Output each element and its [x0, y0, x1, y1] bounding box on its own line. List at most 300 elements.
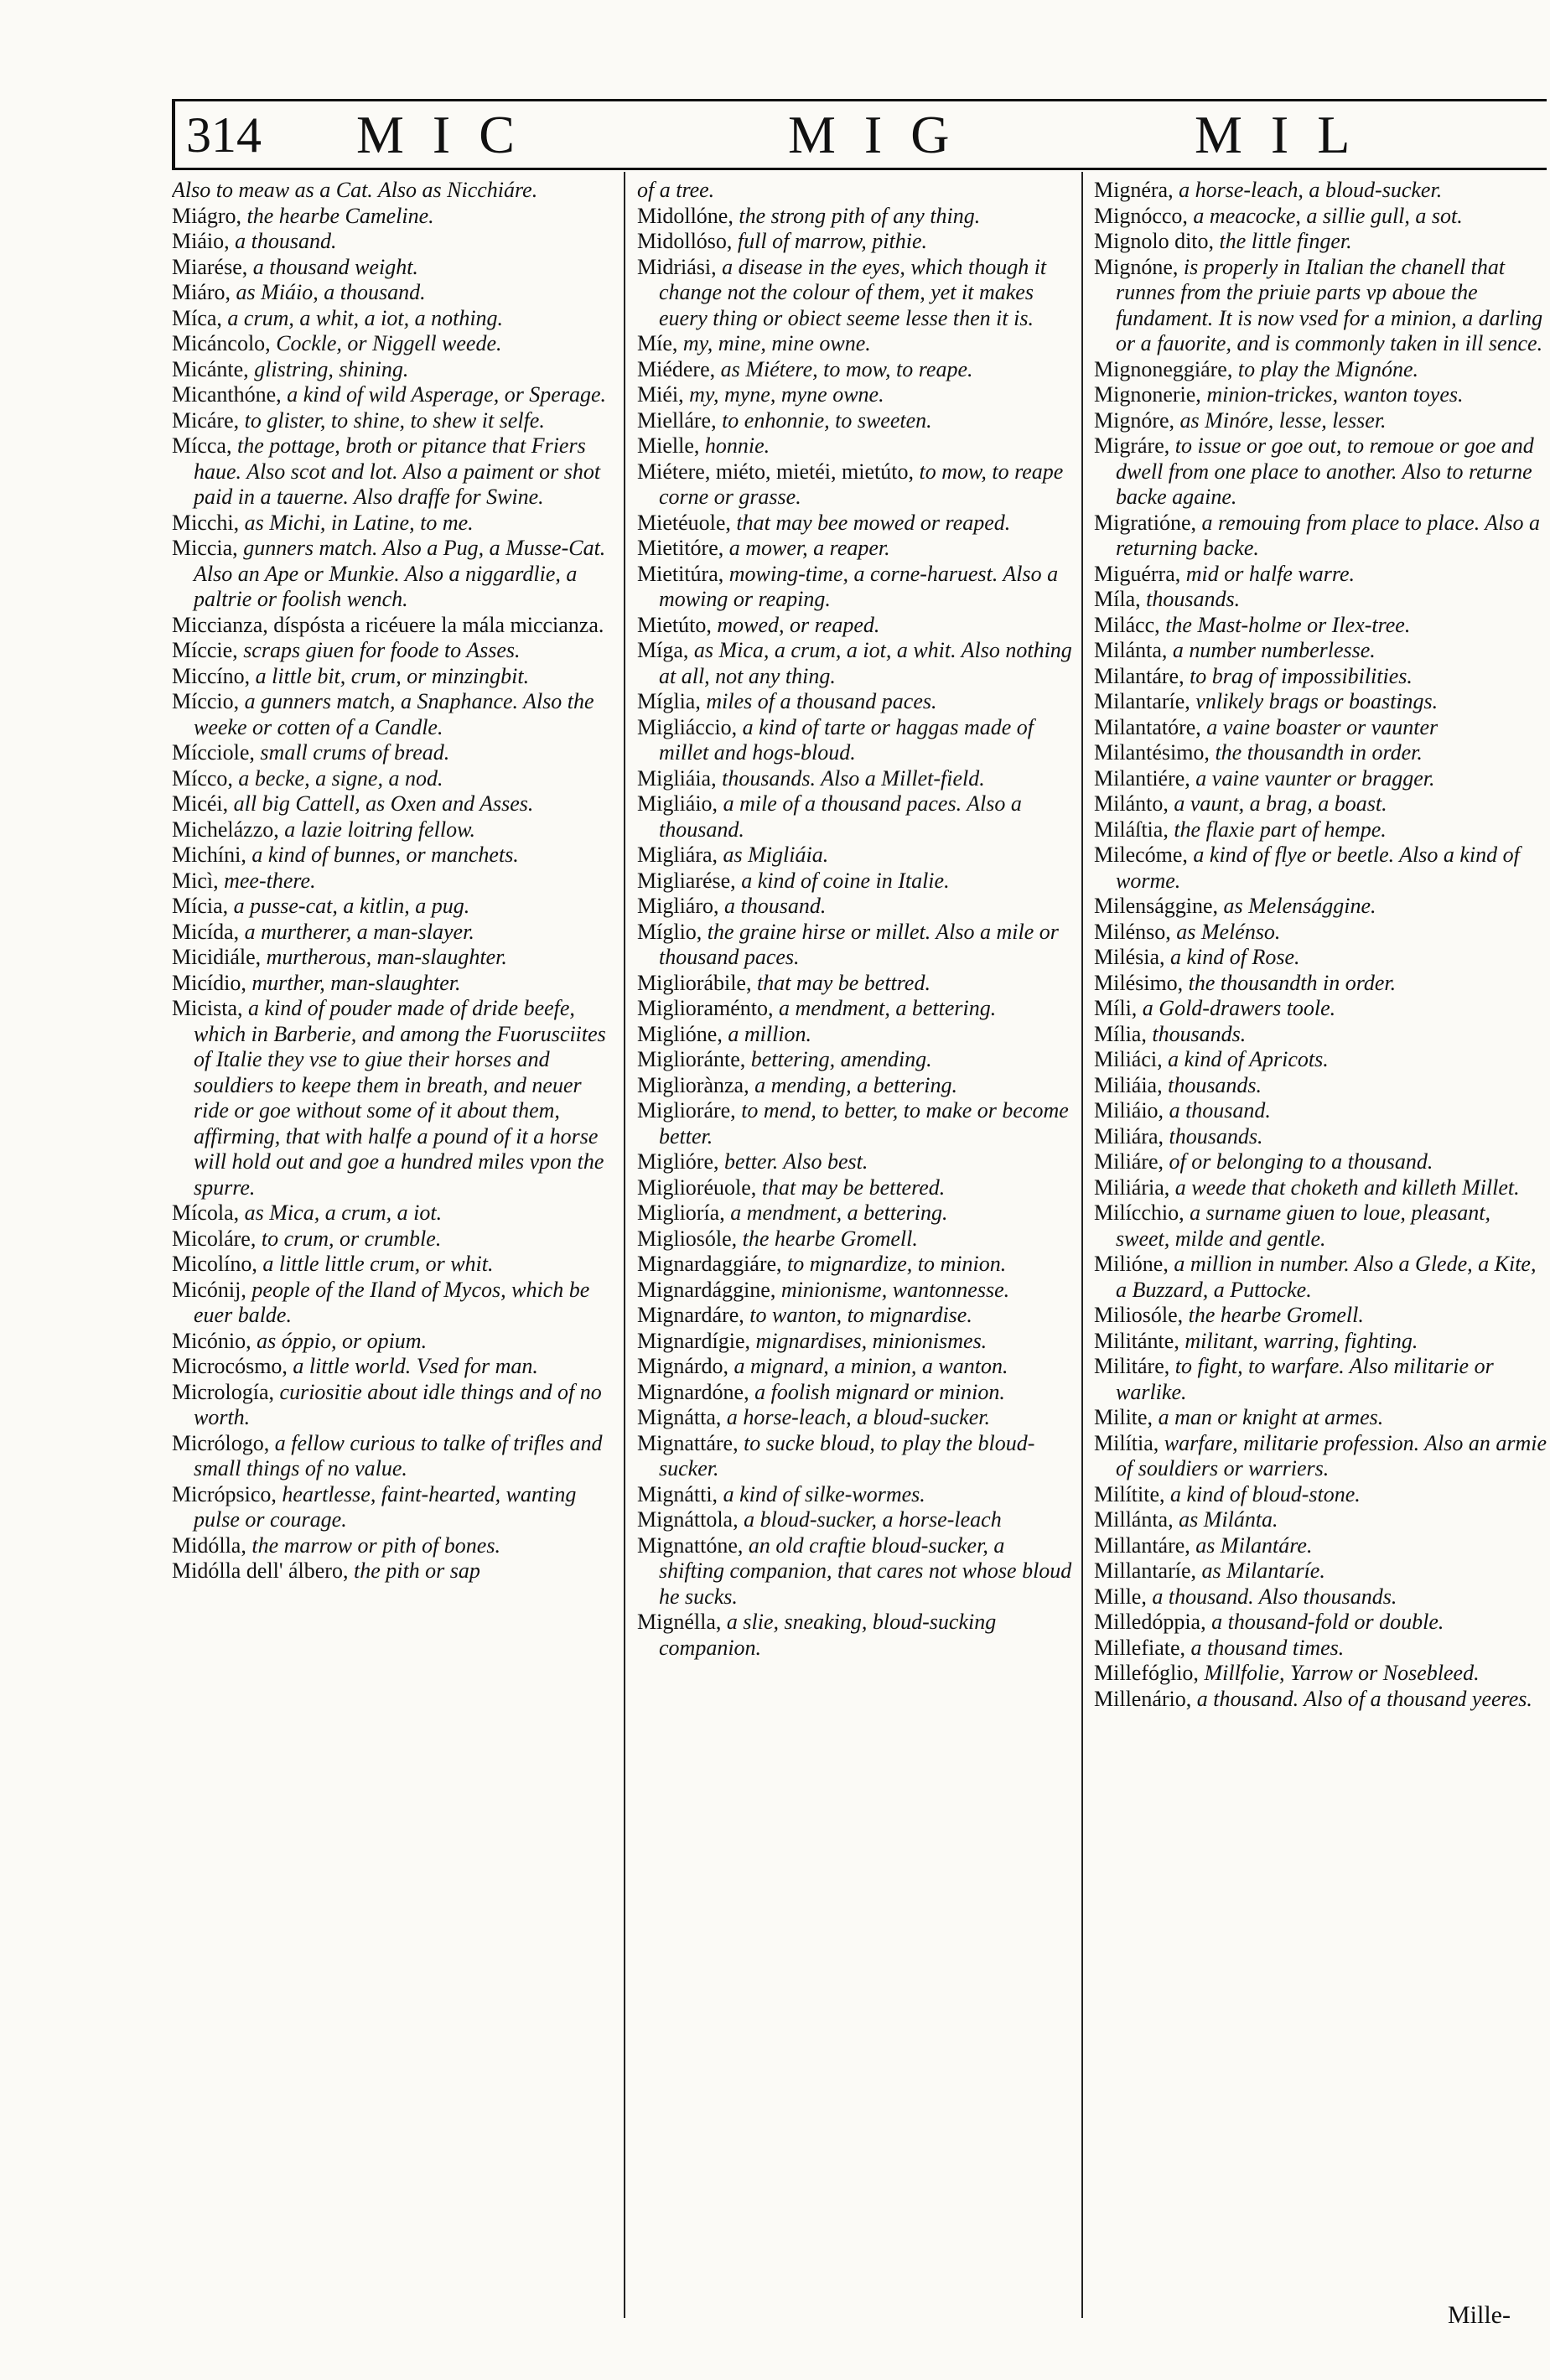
header-side-bar [172, 99, 175, 170]
dictionary-entry [637, 715, 1073, 766]
dictionary-entry [1094, 433, 1547, 511]
entry-definition: as Melensággine. [1223, 894, 1376, 918]
entry-headword: Migliosóle, [637, 1226, 738, 1251]
entry-definition: a mendment, a bettering. [778, 996, 997, 1020]
dictionary-entry [172, 331, 616, 357]
dictionary-entry [1094, 1610, 1547, 1636]
dictionary-entry [637, 791, 1073, 843]
dictionary-entry [1094, 843, 1547, 894]
entry-headword: Micónij, [172, 1277, 246, 1302]
entry-definition: Also to meaw as a Cat. Also as Nicchiáre. [172, 178, 538, 202]
entry-definition: Cockle, or Niggell weede. [276, 331, 502, 355]
entry-headword: Miláſtia, [1094, 817, 1169, 842]
entry-headword: Mícciole, [172, 740, 255, 765]
dictionary-entry [172, 1380, 616, 1431]
entry-definition: to fight, to warfare. Also militarie or warlike. [1116, 1354, 1494, 1404]
dictionary-entry [637, 1200, 1073, 1226]
entry-definition: to brag of impossibilities. [1190, 663, 1413, 688]
dictionary-entry [637, 920, 1073, 971]
entry-headword: Mignóre, [1094, 407, 1175, 433]
entry-definition: thousands. [1146, 587, 1241, 611]
entry-headword: Micrología, [172, 1379, 275, 1404]
entry-definition: thousands. [1152, 1021, 1247, 1046]
dictionary-entry [637, 459, 1073, 511]
dictionary-entry [1094, 1303, 1547, 1329]
dictionary-entry [172, 613, 616, 639]
dictionary-entry [172, 1354, 616, 1380]
entry-definition: a Gold-drawers toole. [1142, 996, 1336, 1020]
entry-headword: Micoláre, [172, 1226, 257, 1251]
entry-headword: Micì, [172, 868, 219, 893]
entry-definition: the little finger. [1219, 229, 1352, 253]
dictionary-entry [1094, 1175, 1547, 1201]
dictionary-entry [637, 1482, 1073, 1508]
dictionary-entry [1094, 1507, 1547, 1533]
entry-headword: Miglióre, [637, 1149, 719, 1174]
dictionary-entry [637, 536, 1073, 562]
entry-headword: Mignonerie, [1094, 382, 1201, 407]
entry-definition: a weede that choketh and killeth Millet. [1174, 1174, 1520, 1200]
entry-headword: Millánta, [1094, 1507, 1174, 1532]
entry-headword: Mignáttola, [637, 1507, 739, 1532]
dictionary-entry [1094, 791, 1547, 817]
dictionary-entry [172, 382, 616, 408]
entry-headword: Micónio, [172, 1328, 251, 1353]
entry-headword: Mille, [1094, 1584, 1147, 1609]
dictionary-entry [637, 357, 1073, 383]
dictionary-entry [1094, 945, 1547, 971]
entry-definition: militant, warring, fighting. [1185, 1328, 1418, 1353]
entry-headword: Mignardóne, [637, 1379, 749, 1404]
entry-definition: a kind of silke-wormes. [723, 1481, 925, 1506]
dictionary-entry [1094, 1661, 1547, 1687]
entry-definition: a kind of bunnes, or manchets. [251, 843, 519, 867]
entry-headword: Miéi, [637, 382, 684, 407]
dictionary-entry [172, 817, 616, 843]
dictionary-entry [637, 1405, 1073, 1431]
entry-headword: Miguérra, [1094, 561, 1181, 586]
entry-definition: a kind of bloud-stone. [1170, 1481, 1361, 1506]
entry-headword: Mignattáre, [637, 1430, 739, 1455]
column-divider [624, 172, 625, 2318]
entry-headword: Miliáci, [1094, 1047, 1163, 1071]
entry-headword: Miglioría, [637, 1200, 725, 1225]
entry-definition: my, mine, mine owne. [682, 331, 871, 355]
running-head-left: MIC [356, 105, 543, 164]
entry-headword: Miglioréuole, [637, 1174, 757, 1200]
entry-definition: a horse-leach, a bloud-sucker. [726, 1405, 990, 1429]
dictionary-entry [637, 766, 1073, 792]
entry-headword: Miliáio, [1094, 1098, 1164, 1123]
entry-headword: Milantaríe, [1094, 689, 1190, 713]
dictionary-entry [637, 1431, 1073, 1482]
entry-headword: Migliáro, [637, 894, 719, 918]
entry-definition: mee-there. [224, 868, 316, 893]
entry-headword: Migliáccio, [637, 714, 738, 739]
dictionary-entry [172, 1226, 616, 1252]
entry-definition: a mendment, a bettering. [730, 1200, 948, 1225]
dictionary-entry [637, 1354, 1073, 1380]
entry-definition: a number numberlesse. [1172, 638, 1376, 662]
dictionary-entry [1094, 613, 1547, 639]
entry-definition: mowing-time, a corne-haruest. Also a mowing or reaping. [659, 561, 1059, 611]
dictionary-entry [172, 1329, 616, 1355]
dictionary-entry [172, 433, 616, 511]
dictionary-entry [1094, 1098, 1547, 1124]
entry-definition: a mower, a reaper. [728, 536, 890, 560]
dictionary-entry [172, 843, 616, 869]
entry-headword: Migliáia, [637, 765, 717, 791]
dictionary-entry [172, 1200, 616, 1226]
entry-definition: as Migliáia. [723, 843, 829, 867]
entry-headword: Migliorábile, [637, 970, 752, 995]
entry-definition: of or belonging to a thousand. [1169, 1149, 1433, 1174]
entry-headword: Míli, [1094, 996, 1138, 1020]
dictionary-entry [1094, 1252, 1547, 1303]
dictionary-entry [637, 1149, 1073, 1175]
dictionary-entry [637, 689, 1073, 715]
entry-headword: Migratióne, [1094, 510, 1197, 535]
entry-headword: Militánte, [1094, 1328, 1179, 1353]
entry-definition: as Michi, in Latine, to me. [244, 510, 474, 535]
dictionary-entry [1094, 1431, 1547, 1482]
entry-definition: mowed, or reaped. [717, 612, 880, 637]
entry-definition: as Milantáre. [1195, 1532, 1313, 1558]
entry-headword: Migliáio, [637, 791, 718, 816]
entry-headword: Mícola, [172, 1200, 240, 1225]
dictionary-entry [637, 1610, 1073, 1661]
dictionary-entry [1094, 1022, 1547, 1048]
entry-headword: Migliorànza, [637, 1072, 749, 1097]
entry-definition: a becke, a signe, a nod. [238, 765, 443, 791]
entry-headword: Míglia, [637, 689, 701, 713]
entry-definition: the Mast-holme or Ilex-tree. [1165, 612, 1411, 637]
entry-headword: Miáio, [172, 229, 230, 253]
dictionary-entry [1094, 1687, 1547, 1713]
entry-definition: bettering, amending. [750, 1047, 932, 1071]
entry-headword: Milánta, [1094, 638, 1168, 662]
entry-definition: a thousand. [235, 229, 337, 253]
entry-definition: to wanton, to mignardise. [749, 1303, 972, 1327]
entry-definition: a thousand times. [1190, 1635, 1345, 1660]
entry-definition: is properly in Italian the chanell that runnes from the priuie parts vp aboue the fundament. It is now vsed for a minion, a darling or a fauorite, and is commonly taken in ill sence. [1116, 254, 1543, 355]
entry-definition: mid or halfe warre. [1185, 561, 1356, 586]
entry-headword: Milantatóre, [1094, 714, 1201, 739]
dictionary-entry [172, 178, 616, 204]
entry-definition: all big Cattell, as Oxen and Asses. [233, 791, 534, 816]
entry-definition: to sucke bloud, to play the bloud-sucker. [659, 1430, 1035, 1480]
column-divider [1081, 172, 1083, 2318]
entry-headword: Micista, [172, 996, 243, 1020]
entry-definition: a disease in the eyes, which though it change not the colour of them, yet it makes euery thing or obiect seeme lesse then it is. [659, 254, 1047, 330]
entry-headword: Milésimo, [1094, 970, 1184, 995]
entry-definition: heartlesse, faint-hearted, wanting pulse or courage. [194, 1481, 577, 1532]
entry-definition: a kind of Rose. [1170, 945, 1300, 969]
entry-headword: Mignattóne, [637, 1532, 744, 1558]
dictionary-entry [1094, 1533, 1547, 1559]
dictionary-entry [172, 996, 616, 1200]
dictionary-entry [172, 280, 616, 306]
dictionary-entry [637, 229, 1073, 255]
entry-definition: a fellow curious to talke of trifles and small things of no value. [194, 1430, 603, 1480]
entry-headword: Míe, [637, 331, 678, 355]
entry-definition: minionisme, wantonnesse. [780, 1277, 1010, 1302]
entry-definition: a kind of flye or beetle. Also a kind of worme. [1116, 843, 1520, 893]
dictionary-entry [637, 382, 1073, 408]
dictionary-entry [1094, 638, 1547, 664]
dictionary-entry [637, 869, 1073, 894]
dictionary-entry [637, 1073, 1073, 1099]
entry-definition: my, myne, myne owne. [689, 382, 884, 407]
dictionary-entry [1094, 766, 1547, 792]
entry-headword: Millenário, [1094, 1686, 1192, 1711]
entry-definition: thousands. [1168, 1072, 1262, 1097]
entry-headword: Millantáre, [1094, 1532, 1190, 1558]
entry-headword: Mícia, [172, 894, 229, 918]
dictionary-entry [1094, 1405, 1547, 1431]
entry-headword: Miglióne, [637, 1021, 723, 1046]
entry-definition: to issue or goe out, to remoue or goe and dwell from one place to another. Also to returne backe againe. [1116, 433, 1534, 509]
entry-definition: miles of a thousand paces. [706, 689, 937, 713]
entry-headword: Miglioráre, [637, 1098, 736, 1123]
dictionary-entry [637, 1175, 1073, 1201]
entry-headword: Milecóme, [1094, 843, 1188, 867]
entry-headword: Míccie, [172, 638, 238, 662]
entry-definition: the hearbe Gromell. [742, 1226, 918, 1251]
entry-headword: Mielle, [637, 433, 700, 458]
entry-definition: the hearbe Gromell. [1188, 1303, 1364, 1327]
entry-definition: a mignard, a minion, a wanton. [734, 1354, 1008, 1378]
dictionary-entry [172, 1482, 616, 1533]
entry-headword: Mignárdo, [637, 1354, 729, 1378]
dictionary-entry [172, 1558, 616, 1584]
dictionary-entry [637, 613, 1073, 639]
dictionary-entry [637, 255, 1073, 332]
entry-headword: Micída, [172, 919, 240, 944]
entry-definition: to mignardize, to minion. [787, 1252, 1007, 1276]
dictionary-entry [637, 511, 1073, 537]
dictionary-entry [1094, 971, 1547, 997]
entry-definition: a slie, sneaking, bloud-sucking companion. [659, 1610, 997, 1660]
dictionary-entry [1094, 1124, 1547, 1150]
dictionary-entry [637, 1507, 1073, 1533]
dictionary-entry [1094, 664, 1547, 690]
dictionary-entry [637, 971, 1073, 997]
dictionary-entry [1094, 1149, 1547, 1175]
entry-headword: Mielláre, [637, 407, 717, 433]
entry-headword: Midollóne, [637, 203, 734, 228]
dictionary-entry [172, 894, 616, 920]
entry-definition: the marrow or pith of bones. [251, 1532, 500, 1558]
entry-headword: Mícco, [172, 765, 233, 791]
entry-headword: Miliáia, [1094, 1072, 1163, 1097]
entry-definition: honnie. [704, 433, 770, 458]
entry-headword: Milantiére, [1094, 765, 1190, 791]
entry-headword: Míca, [172, 305, 222, 330]
dictionary-entry [1094, 1354, 1547, 1405]
entry-headword: Mignardaggiáre, [637, 1252, 782, 1276]
entry-definition: warfare, militarie profession. Also an armie of souldiers or warriers. [1116, 1430, 1547, 1480]
entry-headword: Milícchio, [1094, 1200, 1185, 1225]
entry-definition: a kind of Apricots. [1168, 1047, 1329, 1071]
entry-definition: the thousandth in order. [1215, 740, 1423, 765]
entry-headword: Micanthóne, [172, 382, 282, 407]
dictionary-entry [637, 331, 1073, 357]
entry-definition: of a tree. [637, 178, 715, 202]
dictionary-entry [637, 1252, 1073, 1278]
entry-definition: the pottage, broth or pitance that Friers haue. Also scot and lot. Also a paiment or shot paid in a tauerne. Also draffe for Swine. [194, 433, 601, 509]
dictionary-entry [172, 306, 616, 332]
entry-definition: Millfolie, Yarrow or Nosebleed. [1204, 1661, 1480, 1685]
entry-definition: a kind of wild Asperage, or Sperage. [287, 382, 607, 407]
dictionary-entry [637, 638, 1073, 689]
dictionary-entry [172, 664, 616, 690]
dictionary-entry [637, 1380, 1073, 1406]
entry-headword: Mignardággine, [637, 1277, 776, 1302]
dictionary-entry [637, 1533, 1073, 1610]
dictionary-entry [172, 408, 616, 434]
dictionary-entry [637, 1303, 1073, 1329]
entry-definition: a thousand weight. [252, 254, 418, 279]
dictionary-entry [172, 869, 616, 894]
entry-definition: a pusse-cat, a kitlin, a pug. [233, 894, 470, 918]
entry-headword: Milensággine, [1094, 894, 1219, 918]
entry-definition: as óppio, or opium. [257, 1328, 428, 1353]
entry-definition: a vaine boaster or vaunter [1206, 714, 1439, 739]
entry-definition: small crums of bread. [260, 740, 450, 765]
entry-headword: Migliarése, [637, 868, 736, 893]
entry-definition: a little world. Vsed for man. [293, 1354, 538, 1378]
entry-definition: as Milánta. [1179, 1507, 1278, 1532]
dictionary-entry [172, 511, 616, 537]
dictionary-entry [1094, 229, 1547, 255]
dictionary-entry [172, 1278, 616, 1329]
entry-definition: curiositie about idle things and of no worth. [194, 1379, 602, 1429]
entry-headword: Mietitóre, [637, 536, 724, 560]
dictionary-entry [172, 1533, 616, 1559]
entry-headword: Miglioraménto, [637, 996, 774, 1020]
dictionary-entry [637, 562, 1073, 613]
entry-headword: Milítite, [1094, 1481, 1165, 1506]
dictionary-entry [637, 1022, 1073, 1048]
entry-headword: Mignátti, [637, 1481, 718, 1506]
entry-definition: a million. [728, 1021, 812, 1046]
entry-headword: Millefiate, [1094, 1635, 1186, 1660]
entry-headword: Milióne, [1094, 1252, 1169, 1276]
entry-definition: a bloud-sucker, a horse-leach [744, 1507, 1002, 1532]
entry-definition: the graine hirse or millet. Also a mile or thousand paces. [659, 919, 1059, 969]
entry-definition: a kind of pouder made of dride beefe, which in Barberie, and among the Fuorusciites of Italie they vse to giue their horses and souldiers to keepe them in breath, and neuer ride or goe without some of it about them, affirming, that with halfe a pound of it a horse will hold out and goe a hundred miles vpon the spurre. [194, 996, 606, 1200]
entry-definition: the strong pith of any thing. [739, 203, 981, 228]
entry-headword: Mignóne, [1094, 254, 1179, 279]
dictionary-entry [1094, 1584, 1547, 1610]
entry-headword: Micolíno, [172, 1252, 257, 1276]
entry-headword: Mignéra, [1094, 178, 1174, 202]
entry-definition: as Melénso. [1176, 919, 1281, 944]
entry-headword: Mignardáre, [637, 1303, 744, 1327]
entry-headword: Micánte, [172, 356, 249, 381]
entry-headword: Miliáre, [1094, 1149, 1164, 1174]
entry-definition: the thousandth in order. [1188, 970, 1397, 995]
entry-headword: Miccíno, [172, 663, 251, 688]
dictionary-entry [637, 433, 1073, 459]
page-number: 314 [186, 107, 262, 163]
entry-headword: Michíni, [172, 843, 246, 867]
dictionary-entry [1094, 1636, 1547, 1662]
running-head-middle: MIG [788, 105, 978, 164]
dictionary-entry [172, 791, 616, 817]
entry-headword: Míccio, [172, 689, 240, 713]
dictionary-entry [1094, 511, 1547, 562]
dictionary-entry [1094, 740, 1547, 766]
dictionary-entry [637, 1329, 1073, 1355]
dictionary-entry [1094, 587, 1547, 613]
entry-definition: a little bit, crum, or minzingbit. [255, 663, 530, 688]
entry-headword: Milledóppia, [1094, 1610, 1206, 1634]
entry-headword: Milite, [1094, 1405, 1153, 1429]
dictionary-entry [1094, 1482, 1547, 1508]
dictionary-entry [1094, 408, 1547, 434]
dictionary-entry [637, 204, 1073, 230]
entry-headword: Miédere, [637, 356, 716, 381]
entry-headword: Milácc, [1094, 612, 1160, 637]
dictionary-entry [637, 1278, 1073, 1304]
entry-definition: the pith or sap [353, 1558, 480, 1583]
dictionary-entry [1094, 715, 1547, 741]
entry-headword: Micáncolo, [172, 331, 271, 355]
dictionary-entry [1094, 178, 1547, 204]
entry-headword: Milánto, [1094, 791, 1169, 816]
entry-definition: to glister, to shine, to shew it selfe. [244, 407, 545, 433]
entry-definition: thousands. [1169, 1123, 1263, 1149]
entry-headword: Micídio, [172, 970, 246, 995]
entry-definition: a crum, a whit, a iot, a nothing. [227, 305, 504, 330]
dictionary-entry [172, 766, 616, 792]
entry-headword: Miétere, miéto, mietéi, mietúto, [637, 459, 914, 484]
entry-definition: a man or knight at armes. [1158, 1405, 1384, 1429]
dictionary-entry [1094, 894, 1547, 920]
entry-definition: vnlikely brags or boastings. [1195, 689, 1439, 713]
entry-headword: Mícca, [172, 433, 232, 458]
entry-definition: that may be bettred. [756, 970, 931, 995]
entry-headword: Miarése, [172, 254, 248, 279]
dictionary-entry [637, 843, 1073, 869]
entry-definition: a lazie loitring fellow. [284, 817, 476, 842]
dictionary-entry [1094, 382, 1547, 408]
entry-definition: a murtherer, a man-slayer. [244, 919, 474, 944]
entry-headword: Miccianza, díspósta a ricéuere la mála miccianza. [172, 612, 604, 637]
entry-headword: Mignélla, [637, 1610, 722, 1634]
entry-headword: Mignolo dito, [1094, 229, 1215, 253]
dictionary-entry [172, 255, 616, 281]
entry-definition: as Miáio, a thousand. [236, 280, 426, 304]
entry-headword: Micáre, [172, 407, 240, 433]
dictionary-entry [1094, 1200, 1547, 1252]
entry-definition: an old craftie bloud-sucker, a shifting companion, that cares not whose bloud he sucks. [659, 1532, 1072, 1609]
entry-definition: a surname giuen to loue, pleasant, sweet, milde and gentle. [1116, 1200, 1491, 1251]
entry-definition: as Miétere, to mow, to reape. [720, 356, 973, 381]
dictionary-entry [637, 996, 1073, 1022]
dictionary-entry [1094, 204, 1547, 230]
entry-definition: to mow, to reape corne or grasse. [659, 459, 1064, 509]
dictionary-entry [172, 920, 616, 946]
dictionary-entry [172, 945, 616, 971]
entry-definition: murther, man-slaughter. [251, 970, 461, 995]
entry-definition: as Milantaríe. [1201, 1558, 1325, 1583]
dictionary-entry [172, 689, 616, 740]
entry-definition: scraps giuen for foode to Asses. [243, 638, 521, 662]
dictionary-entry [637, 894, 1073, 920]
